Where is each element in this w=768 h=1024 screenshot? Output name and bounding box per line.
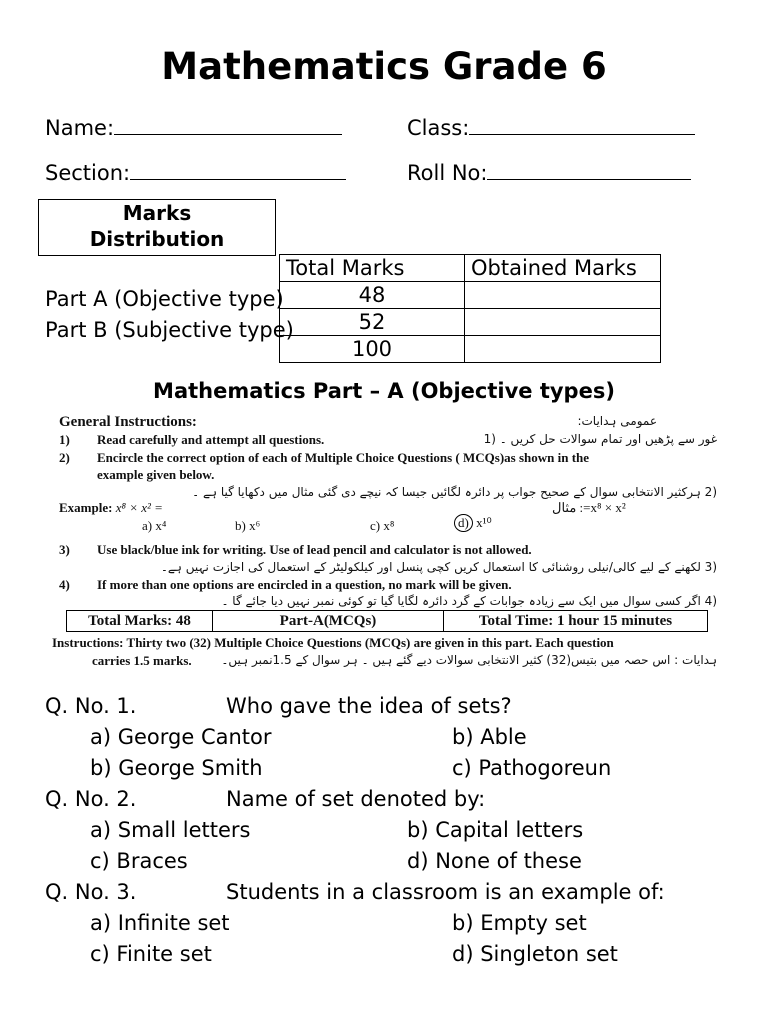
total-part-a: 48 [280, 282, 465, 309]
marks-table-header [280, 255, 661, 282]
instructions-note-1: Instructions: Thirty two (32) Multiple Choice Questions (MCQs) are given in this part. Each question [52, 635, 614, 650]
question-3-option-1[interactable]: a) Infinite set [90, 911, 230, 935]
example-option-a: a) x⁴ [142, 518, 167, 533]
name-blank[interactable] [114, 112, 342, 135]
instruction-1-number: 1) [59, 432, 70, 447]
bar-total-time: Total Time: 1 hour 15 minutes [478, 612, 673, 629]
header-total-marks: Total Marks [280, 255, 465, 282]
instruction-2-urdu: (2 ہرکثیر الانتخابی سوال کے صحیح جواب پر دائرہ لگائیں جیسا کہ نیچے دی گئی مثال میں دکھایا گیا ہے ۔ [192, 485, 717, 499]
table-row [280, 336, 661, 363]
bar-part: Part-A(MCQs) [213, 611, 444, 631]
instruction-1: Read carefully and attempt all questions. [97, 432, 325, 447]
instruction-4: If more than one options are encircled in a question, no mark will be given. [97, 577, 512, 592]
instruction-2b: example given below. [97, 467, 215, 482]
obtained-part-a[interactable] [465, 282, 661, 309]
instruction-4-number: 4) [59, 577, 70, 592]
question-3-option-2[interactable]: b) Empty set [452, 911, 587, 935]
marks-table [279, 254, 661, 363]
instructions-heading-urdu: عمومی ہدایات: [577, 414, 657, 428]
question-1-option-1[interactable]: a) George Cantor [90, 725, 272, 749]
total-part-b: 52 [280, 309, 465, 336]
section-field[interactable] [45, 157, 346, 185]
marks-time-bar [66, 610, 708, 632]
name-field[interactable] [45, 112, 342, 140]
table-row [280, 309, 661, 336]
section-title: Mathematics Part – A (Objective types) [153, 379, 615, 403]
example-urdu: مثال :=x⁸ × x² [552, 500, 626, 515]
example-expression: x⁸ × x² = [115, 500, 163, 515]
part-b-label: Part B (Subjective type) [45, 318, 294, 342]
question-1-option-3[interactable]: b) George Smith [90, 756, 263, 780]
marks-distribution-box [38, 199, 276, 256]
instruction-2: Encircle the correct option of each of Multiple Choice Questions ( MCQs)as shown in the [97, 450, 590, 465]
part-a-label: Part A (Objective type) [45, 287, 284, 311]
obtained-part-b[interactable] [465, 309, 661, 336]
question-2-option-4[interactable]: d) None of these [407, 849, 582, 873]
instruction-1-urdu: غور سے پڑھیں اور تمام سوالات حل کریں ۔ (1 [483, 432, 717, 446]
question-1-text: Who gave the idea of sets? [226, 694, 512, 718]
question-3-number: Q. No. 3. [45, 880, 137, 904]
instructions-note-2: carries 1.5 marks. [92, 653, 192, 668]
instructions-heading: General Instructions: [59, 414, 197, 430]
example-option-c: c) x⁸ [370, 518, 395, 533]
question-2-number: Q. No. 2. [45, 787, 137, 811]
header-obtained-marks: Obtained Marks [465, 255, 661, 282]
instructions-image [52, 412, 717, 680]
example-label: Example: [59, 500, 113, 515]
question-1-number: Q. No. 1. [45, 694, 137, 718]
question-1-option-4[interactable]: c) Pathogoreun [452, 756, 612, 780]
instructions-note-urdu: ہدایات : اس حصہ میں بتیس(32) کثیر الانتخابی سوالات دیے گئے ہیں ۔ ہر سوال کے 1.5نمبر ہیں۔ [221, 653, 717, 667]
obtained-overall[interactable] [465, 336, 661, 363]
roll-label: Roll No: [407, 161, 488, 185]
section-blank[interactable] [130, 157, 346, 180]
roll-blank[interactable] [487, 157, 691, 180]
example-option-b: b) x⁶ [235, 518, 261, 533]
instruction-4-urdu: (4 اگر کسی سوال میں ایک سے زیادہ جوابات کے گرد دائرہ لگایا گیا تو کوئی نمبر نہیں دیا جائے گا ۔ [221, 594, 717, 608]
question-1-option-2[interactable]: b) Able [452, 725, 527, 749]
class-label: Class: [407, 116, 470, 140]
marks-box-line1: Marks [122, 201, 192, 225]
instruction-3-urdu: (3 لکھنے کے لیے کالی/نیلی روشنائی کا استعمال کریں کچی پنسل اور کیلکولیٹر کے استعمال کی اجازت نہیں ہے۔ [160, 560, 717, 574]
instruction-3-number: 3) [59, 542, 70, 557]
question-2-option-1[interactable]: a) Small letters [90, 818, 251, 842]
question-2-option-3[interactable]: c) Braces [90, 849, 188, 873]
question-3-option-4[interactable]: d) Singleton set [452, 942, 618, 966]
question-2-option-2[interactable]: b) Capital letters [407, 818, 584, 842]
example-option-d: x¹⁰ [476, 515, 492, 530]
page-title: Mathematics Grade 6 [161, 45, 607, 88]
name-label: Name: [45, 116, 115, 140]
class-field[interactable] [407, 112, 695, 140]
question-2-text: Name of set denoted by: [226, 787, 486, 811]
instruction-2-number: 2) [59, 450, 70, 465]
question-3-option-3[interactable]: c) Finite set [90, 942, 212, 966]
question-3-text: Students in a classroom is an example of: [226, 880, 665, 904]
section-label: Section: [45, 161, 131, 185]
marks-box-line2: Distribution [89, 227, 225, 251]
bar-total-marks: Total Marks: 48 [67, 611, 213, 631]
instruction-3: Use black/blue ink for writing. Use of lead pencil and calculator is not allowed. [97, 542, 532, 557]
roll-field[interactable] [407, 157, 691, 185]
table-row [280, 282, 661, 309]
total-overall: 100 [280, 336, 465, 363]
example-option-d-circle: d) [454, 514, 473, 532]
class-blank[interactable] [469, 112, 695, 135]
